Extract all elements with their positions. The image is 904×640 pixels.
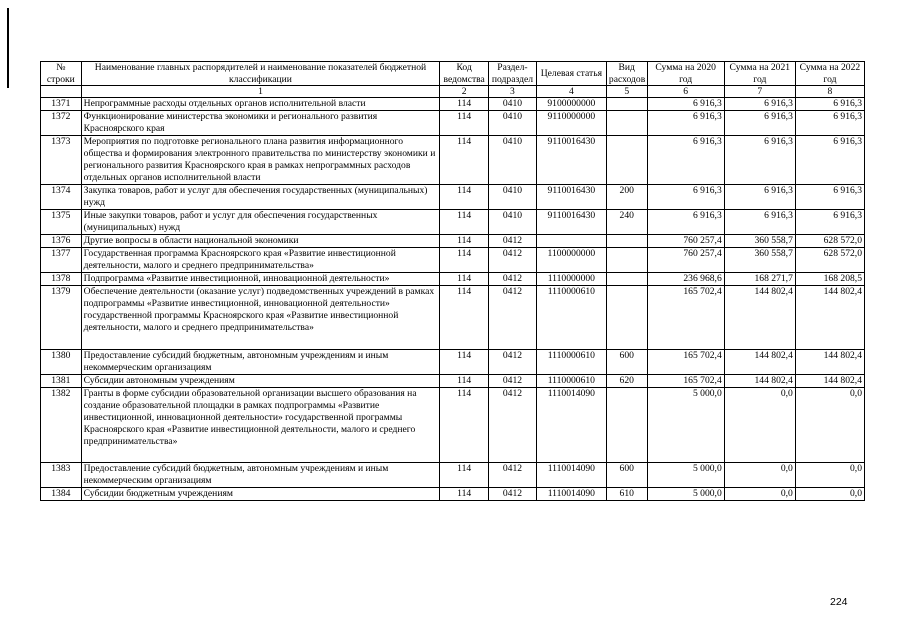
expense-type-cell	[606, 98, 647, 111]
row-name-cell: Непрограммные расходы отдельных органов исполнительной власти	[81, 98, 440, 111]
section-cell: 0412	[489, 248, 537, 273]
target-article-cell	[536, 235, 606, 248]
sum-2020-cell: 5 000,0	[647, 463, 724, 488]
target-article-cell: 1110014090	[536, 388, 606, 463]
column-number: 1	[81, 86, 440, 98]
sum-2021-cell: 0,0	[724, 388, 795, 463]
table-row	[41, 463, 865, 488]
row-number-cell: 1374	[41, 185, 82, 210]
row-number-cell: 1381	[41, 375, 82, 388]
dept-code-cell: 114	[440, 488, 489, 501]
sum-2022-cell: 6 916,3	[795, 185, 864, 210]
expense-type-cell	[606, 388, 647, 463]
row-number-cell: 1384	[41, 488, 82, 501]
target-article-cell: 1110000610	[536, 350, 606, 375]
row-number-cell: 1383	[41, 463, 82, 488]
sum-2022-cell: 628 572,0	[795, 235, 864, 248]
table-row	[41, 98, 865, 111]
sum-2020-cell: 6 916,3	[647, 210, 724, 235]
section-cell: 0410	[489, 98, 537, 111]
dept-code-cell: 114	[440, 185, 489, 210]
sum-2022-cell: 628 572,0	[795, 248, 864, 273]
dept-code-cell: 114	[440, 98, 489, 111]
row-number-cell: 1377	[41, 248, 82, 273]
sum-2021-cell: 6 916,3	[724, 98, 795, 111]
expense-type-cell	[606, 273, 647, 286]
row-number-cell: 1373	[41, 136, 82, 185]
table-row	[41, 210, 865, 235]
section-cell: 0412	[489, 388, 537, 463]
section-cell: 0412	[489, 286, 537, 350]
section-cell: 0412	[489, 375, 537, 388]
sum-2020-cell: 760 257,4	[647, 248, 724, 273]
sum-2021-cell: 360 558,7	[724, 235, 795, 248]
header-section: Раздел-подраздел	[489, 62, 537, 86]
header-dept-code: Код ведомства	[440, 62, 489, 86]
target-article-cell: 9110016430	[536, 136, 606, 185]
sum-2021-cell: 6 916,3	[724, 136, 795, 185]
sum-2020-cell: 6 916,3	[647, 98, 724, 111]
section-cell: 0412	[489, 273, 537, 286]
row-name-cell: Субсидии бюджетным учреждениям	[81, 488, 440, 501]
table-row	[41, 350, 865, 375]
sum-2022-cell: 0,0	[795, 388, 864, 463]
row-name-cell: Подпрограмма «Развитие инвестиционной, инновационной деятельности»	[81, 273, 440, 286]
row-name-cell: Государственная программа Красноярского края «Развитие инвестиционной деятельности, малого и среднего предпринимательства»	[81, 248, 440, 273]
sum-2022-cell: 6 916,3	[795, 210, 864, 235]
page-number: 224	[830, 596, 848, 608]
table-row	[41, 235, 865, 248]
expense-type-cell: 600	[606, 350, 647, 375]
table-row	[41, 185, 865, 210]
sum-2022-cell: 6 916,3	[795, 111, 864, 136]
row-number-cell: 1372	[41, 111, 82, 136]
target-article-cell: 9110000000	[536, 111, 606, 136]
sum-2022-cell: 144 802,4	[795, 286, 864, 350]
section-cell: 0412	[489, 350, 537, 375]
target-article-cell: 1100000000	[536, 248, 606, 273]
row-name-cell: Предоставление субсидий бюджетным, автономным учреждениям и иным некоммерческим организациям	[81, 463, 440, 488]
column-number-row	[41, 86, 865, 98]
dept-code-cell: 114	[440, 463, 489, 488]
expense-type-cell	[606, 111, 647, 136]
table-row	[41, 286, 865, 350]
sum-2020-cell: 6 916,3	[647, 136, 724, 185]
column-number: 6	[647, 86, 724, 98]
sum-2021-cell: 6 916,3	[724, 210, 795, 235]
sum-2022-cell: 6 916,3	[795, 98, 864, 111]
column-number: 3	[489, 86, 537, 98]
column-number: 2	[440, 86, 489, 98]
row-name-cell: Функционирование министерства экономики и регионального развития Красноярского края	[81, 111, 440, 136]
row-number-cell: 1375	[41, 210, 82, 235]
row-number-cell: 1379	[41, 286, 82, 350]
dept-code-cell: 114	[440, 235, 489, 248]
sum-2020-cell: 6 916,3	[647, 185, 724, 210]
sum-2021-cell: 6 916,3	[724, 111, 795, 136]
dept-code-cell: 114	[440, 388, 489, 463]
row-number-cell: 1376	[41, 235, 82, 248]
column-number: 5	[606, 86, 647, 98]
section-cell: 0412	[489, 488, 537, 501]
row-number-cell: 1371	[41, 98, 82, 111]
table-row	[41, 136, 865, 185]
section-cell: 0410	[489, 210, 537, 235]
budget-table	[40, 61, 865, 501]
header-name: Наименование главных распорядителей и наименование показателей бюджетной классификации	[81, 62, 440, 86]
sum-2020-cell: 760 257,4	[647, 235, 724, 248]
header-row-number: № строки	[41, 62, 82, 86]
target-article-cell: 9100000000	[536, 98, 606, 111]
column-number: 4	[536, 86, 606, 98]
table-row	[41, 111, 865, 136]
dept-code-cell: 114	[440, 111, 489, 136]
table-row	[41, 388, 865, 463]
row-name-cell: Мероприятия по подготовке регионального плана развития информационного общества и формирования электронного правительства по министерству экономики и регионального развития Красноярского края в рамках непрограммных расходов отдельных органов исполнительной власти	[81, 136, 440, 185]
sum-2022-cell: 0,0	[795, 488, 864, 501]
expense-type-cell: 610	[606, 488, 647, 501]
row-number-cell: 1378	[41, 273, 82, 286]
table-row	[41, 273, 865, 286]
sum-2020-cell: 6 916,3	[647, 111, 724, 136]
target-article-cell: 9110016430	[536, 210, 606, 235]
table-row	[41, 488, 865, 501]
sum-2022-cell: 144 802,4	[795, 350, 864, 375]
target-article-cell: 1110014090	[536, 488, 606, 501]
header-target-article: Целевая статья	[536, 62, 606, 86]
sum-2022-cell: 0,0	[795, 463, 864, 488]
dept-code-cell: 114	[440, 273, 489, 286]
sum-2021-cell: 144 802,4	[724, 375, 795, 388]
table-header-row	[41, 62, 865, 86]
expense-type-cell: 240	[606, 210, 647, 235]
row-number-cell: 1382	[41, 388, 82, 463]
header-sum-2021: Сумма на 2021 год	[724, 62, 795, 86]
section-cell: 0412	[489, 235, 537, 248]
target-article-cell: 1110014090	[536, 463, 606, 488]
sum-2021-cell: 360 558,7	[724, 248, 795, 273]
target-article-cell: 1110000610	[536, 286, 606, 350]
sum-2020-cell: 5 000,0	[647, 388, 724, 463]
row-name-cell: Предоставление субсидий бюджетным, автономным учреждениям и иным некоммерческим организациям	[81, 350, 440, 375]
expense-type-cell	[606, 136, 647, 185]
row-number-cell: 1380	[41, 350, 82, 375]
section-cell: 0410	[489, 185, 537, 210]
sum-2021-cell: 6 916,3	[724, 185, 795, 210]
column-number-blank	[41, 86, 82, 98]
section-cell: 0410	[489, 136, 537, 185]
header-sum-2020: Сумма на 2020 год	[647, 62, 724, 86]
expense-type-cell	[606, 248, 647, 273]
sum-2022-cell: 144 802,4	[795, 375, 864, 388]
sum-2021-cell: 168 271,7	[724, 273, 795, 286]
dept-code-cell: 114	[440, 375, 489, 388]
sum-2021-cell: 144 802,4	[724, 350, 795, 375]
dept-code-cell: 114	[440, 350, 489, 375]
sum-2022-cell: 168 208,5	[795, 273, 864, 286]
sum-2020-cell: 165 702,4	[647, 350, 724, 375]
margin-line	[7, 8, 9, 88]
expense-type-cell	[606, 235, 647, 248]
expense-type-cell	[606, 286, 647, 350]
dept-code-cell: 114	[440, 136, 489, 185]
sum-2020-cell: 236 968,6	[647, 273, 724, 286]
table-row	[41, 248, 865, 273]
dept-code-cell: 114	[440, 248, 489, 273]
row-name-cell: Обеспечение деятельности (оказание услуг) подведомственных учреждений в рамках подпрограммы «Развитие инвестиционной, инновационной деятельности» государственной программы Красноярского края «Развитие инвестиционной деятельности, малого и среднего предпринимательства»	[81, 286, 440, 350]
dept-code-cell: 114	[440, 286, 489, 350]
sum-2020-cell: 165 702,4	[647, 375, 724, 388]
expense-type-cell: 200	[606, 185, 647, 210]
column-number: 7	[724, 86, 795, 98]
row-name-cell: Закупка товаров, работ и услуг для обеспечения государственных (муниципальных) нужд	[81, 185, 440, 210]
sum-2021-cell: 144 802,4	[724, 286, 795, 350]
row-name-cell: Иные закупки товаров, работ и услуг для обеспечения государственных (муниципальных) нужд	[81, 210, 440, 235]
sum-2020-cell: 165 702,4	[647, 286, 724, 350]
sum-2021-cell: 0,0	[724, 488, 795, 501]
row-name-cell: Гранты в форме субсидии образовательной организации высшего образования на создание образовательной площадки в рамках подпрограммы «Развитие инвестиционной, инновационной деятельности» государственной программы Красноярского края «Развитие инвестиционной деятельности, малого и среднего предпринимательства»	[81, 388, 440, 463]
table-body	[41, 98, 865, 501]
row-name-cell: Другие вопросы в области национальной экономики	[81, 235, 440, 248]
expense-type-cell: 600	[606, 463, 647, 488]
sum-2022-cell: 6 916,3	[795, 136, 864, 185]
target-article-cell: 1110000610	[536, 375, 606, 388]
header-sum-2022: Сумма на 2022 год	[795, 62, 864, 86]
section-cell: 0412	[489, 463, 537, 488]
column-number: 8	[795, 86, 864, 98]
sum-2020-cell: 5 000,0	[647, 488, 724, 501]
target-article-cell: 9110016430	[536, 185, 606, 210]
row-name-cell: Субсидии автономным учреждениям	[81, 375, 440, 388]
section-cell: 0410	[489, 111, 537, 136]
expense-type-cell: 620	[606, 375, 647, 388]
target-article-cell: 1110000000	[536, 273, 606, 286]
header-expense-type: Вид расходов	[606, 62, 647, 86]
sum-2021-cell: 0,0	[724, 463, 795, 488]
table-row	[41, 375, 865, 388]
dept-code-cell: 114	[440, 210, 489, 235]
